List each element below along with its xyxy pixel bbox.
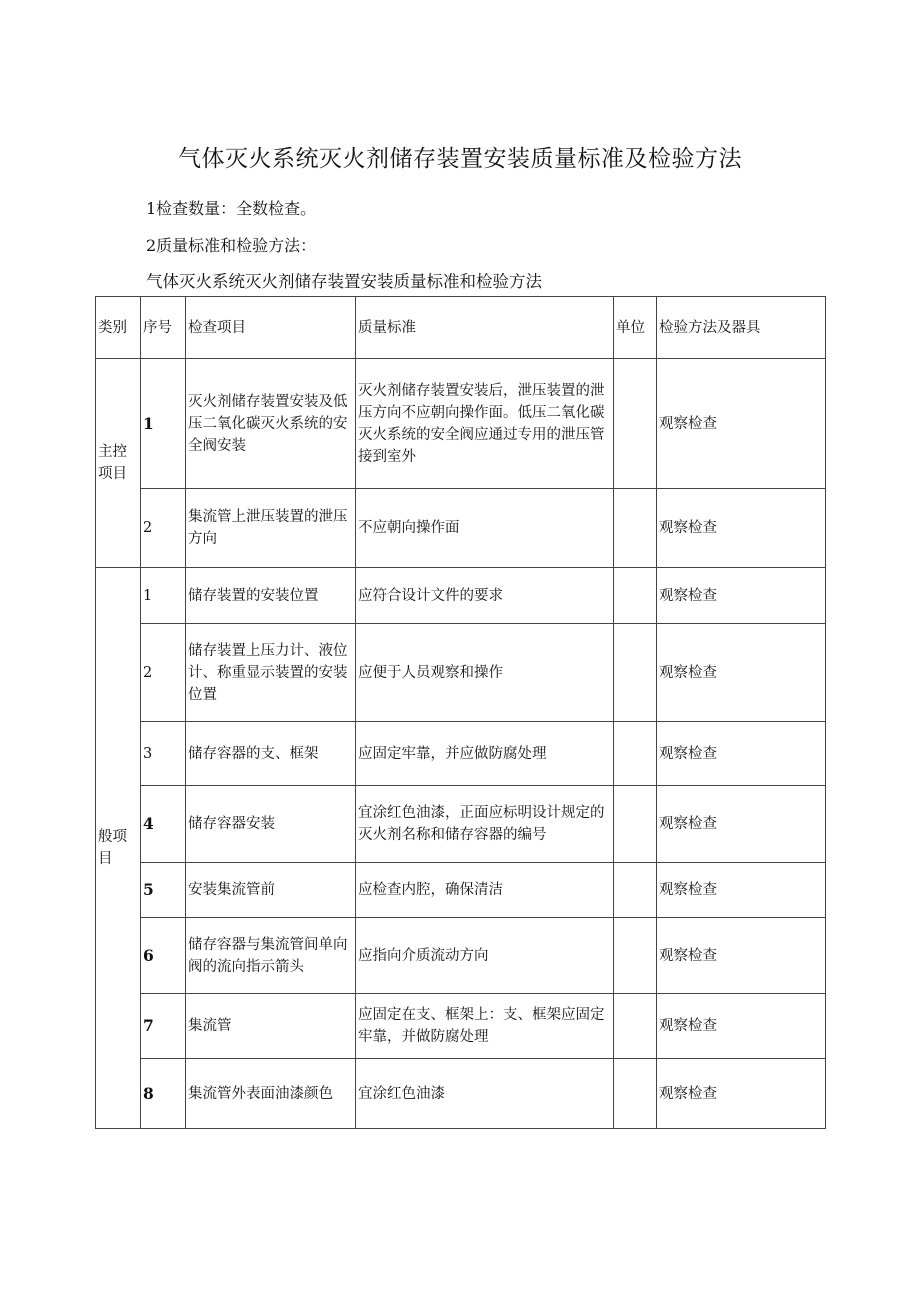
row-check-item: 储存容器的支、框架 [186, 722, 356, 786]
row-number: 6 [141, 918, 186, 994]
row-check-item: 储存容器安装 [186, 786, 356, 863]
table-row [96, 1059, 826, 1129]
row-quality-standard: 应指向介质流动方向 [356, 918, 614, 994]
table-row [96, 489, 826, 568]
table-row [96, 722, 826, 786]
row-quality-standard: 应固定牢靠，并应做防腐处理 [356, 722, 614, 786]
row-number: 1 [141, 568, 186, 624]
table-row [96, 863, 826, 918]
row-check-item: 集流管上泄压装置的泄压方向 [186, 489, 356, 568]
row-check-item: 储存容器与集流管间单向阀的流向指示箭头 [186, 918, 356, 994]
row-number: 7 [141, 994, 186, 1059]
quality-standard-table [95, 296, 826, 1129]
row-number: 5 [141, 863, 186, 918]
row-check-item: 集流管 [186, 994, 356, 1059]
row-number: 2 [141, 624, 186, 722]
row-unit [614, 568, 657, 624]
table-row [96, 359, 826, 489]
row-method: 观察检查 [657, 568, 826, 624]
row-unit [614, 1059, 657, 1129]
row-quality-standard: 宜涂红色油漆 [356, 1059, 614, 1129]
row-method: 观察检查 [657, 786, 826, 863]
row-number: 3 [141, 722, 186, 786]
row-quality-standard: 灭火剂储存装置安装后，泄压装置的泄压方向不应朝向操作面。低压二氧化碳灭火系统的安全阀应通过专用的泄压管接到室外 [356, 359, 614, 489]
row-unit [614, 918, 657, 994]
row-method: 观察检查 [657, 624, 826, 722]
row-number: 1 [141, 359, 186, 489]
row-quality-standard: 不应朝向操作面 [356, 489, 614, 568]
row-quality-standard: 应固定在支、框架上：支、框架应固定牢靠，并做防腐处理 [356, 994, 614, 1059]
row-quality-standard: 应检查内腔，确保清洁 [356, 863, 614, 918]
category-main-control: 主控项目 [96, 359, 141, 568]
row-method: 观察检查 [657, 863, 826, 918]
header-quality-standard: 质量标准 [356, 297, 614, 359]
row-unit [614, 489, 657, 568]
inspection-quantity-text: 1检查数量：全数检查。 [146, 199, 317, 218]
category-general: 般项目 [96, 568, 141, 1129]
row-method: 观察检查 [657, 1059, 826, 1129]
row-quality-standard: 应符合设计文件的要求 [356, 568, 614, 624]
header-method: 检验方法及器具 [657, 297, 826, 359]
row-check-item: 灭火剂储存装置安装及低压二氧化碳灭火系统的安全阀安装 [186, 359, 356, 489]
table-row [96, 568, 826, 624]
table-row [96, 786, 826, 863]
row-unit [614, 863, 657, 918]
row-check-item: 储存装置的安装位置 [186, 568, 356, 624]
row-check-item: 集流管外表面油漆颜色 [186, 1059, 356, 1129]
header-number: 序号 [141, 297, 186, 359]
table-header-row [96, 297, 826, 359]
row-number: 4 [141, 786, 186, 863]
row-method: 观察检查 [657, 994, 826, 1059]
row-unit [614, 786, 657, 863]
row-unit [614, 359, 657, 489]
row-unit [614, 722, 657, 786]
quality-standard-heading: 2质量标准和检验方法： [146, 236, 317, 255]
row-method: 观察检查 [657, 359, 826, 489]
row-number: 2 [141, 489, 186, 568]
table-caption: 气体灭火系统灭火剂储存装置安装质量标准和检验方法 [146, 272, 542, 291]
row-unit [614, 624, 657, 722]
table-row [96, 918, 826, 994]
row-quality-standard: 宜涂红色油漆，正面应标明设计规定的灭火剂名称和储存容器的编号 [356, 786, 614, 863]
document-title: 气体灭火系统灭火剂储存装置安装质量标准及检验方法 [178, 146, 742, 172]
header-category: 类别 [96, 297, 141, 359]
row-number: 8 [141, 1059, 186, 1129]
table-row [96, 624, 826, 722]
header-unit: 单位 [614, 297, 657, 359]
row-check-item: 安装集流管前 [186, 863, 356, 918]
row-method: 观察检查 [657, 918, 826, 994]
header-check-item: 检查项目 [186, 297, 356, 359]
row-unit [614, 994, 657, 1059]
row-quality-standard: 应便于人员观察和操作 [356, 624, 614, 722]
row-method: 观察检查 [657, 722, 826, 786]
row-check-item: 储存装置上压力计、液位计、称重显示装置的安装位置 [186, 624, 356, 722]
table-row [96, 994, 826, 1059]
row-method: 观察检查 [657, 489, 826, 568]
